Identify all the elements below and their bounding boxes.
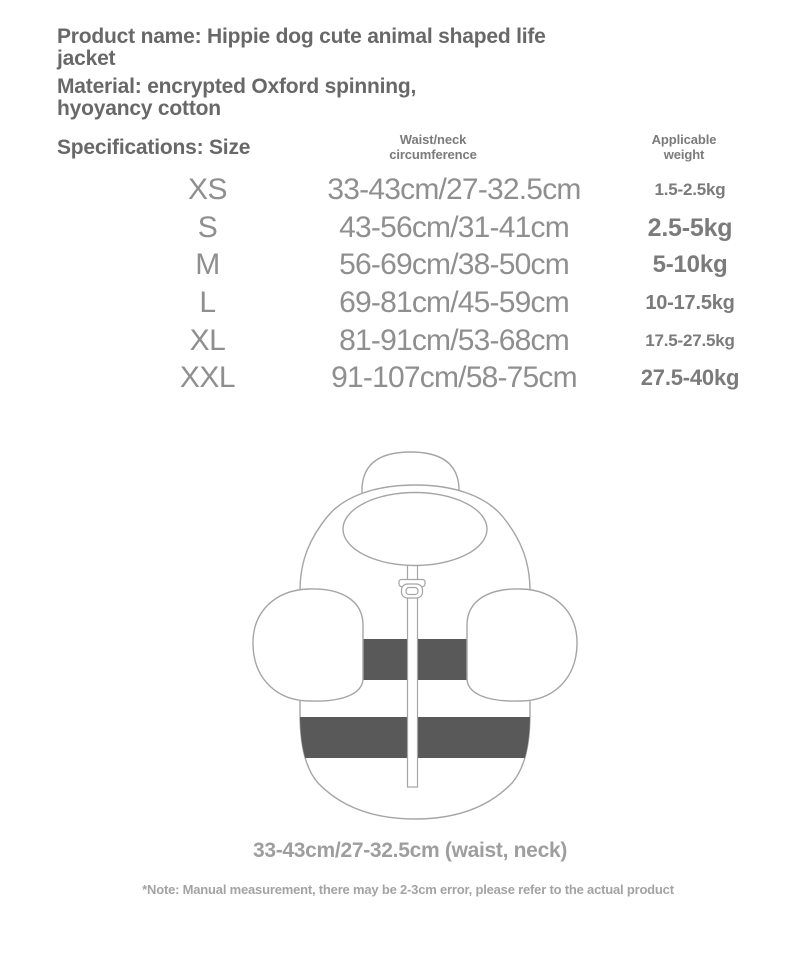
weight-cell: 5-10kg xyxy=(652,251,728,278)
size-cell: XS xyxy=(187,173,228,206)
circumference-cell: 81-91cm/53-68cm xyxy=(339,324,569,357)
life-jacket-illustration xyxy=(240,440,580,840)
strap-buckle-ring xyxy=(402,584,423,598)
circumference-cell: 43-56cm/31-41cm xyxy=(339,211,569,244)
size-table-title: Specifications: Size xyxy=(57,136,251,159)
material-text xyxy=(57,76,416,120)
weight-cell: 1.5-2.5kg xyxy=(654,180,726,199)
product-name-text xyxy=(57,26,546,70)
weight-cell: 17.5-27.5kg xyxy=(645,331,735,350)
column-header-weight-line1: Applicable xyxy=(651,132,717,147)
size-cell: M xyxy=(195,248,220,281)
circumference-cell: 33-43cm/27-32.5cm xyxy=(327,173,581,206)
product-name-line1: Product name: Hippie dog cute animal shaped life xyxy=(57,25,546,48)
column-header-circumference-line1: Waist/neck xyxy=(399,132,467,147)
size-cell: S xyxy=(197,211,218,244)
size-caption: 33-43cm/27-32.5cm (waist, neck) xyxy=(252,839,568,862)
weight-cell: 2.5-5kg xyxy=(647,214,733,242)
circumference-cell: 91-107cm/58-75cm xyxy=(331,361,577,394)
size-cell: XL xyxy=(189,324,226,357)
circumference-cell: 69-81cm/45-59cm xyxy=(339,286,569,319)
product-name-line2: jacket xyxy=(57,47,116,70)
table-row xyxy=(0,246,790,284)
weight-cell: 10-17.5kg xyxy=(645,292,735,314)
circumference-cell: 56-69cm/38-50cm xyxy=(339,248,569,281)
jacket-collar-ellipse xyxy=(343,493,487,566)
column-header-weight-line2: weight xyxy=(663,147,705,162)
table-row xyxy=(0,209,790,247)
material-line2: hyoyancy cotton xyxy=(57,97,221,120)
measurement-note: *Note: Manual measurement, there may be 2-3cm error, please refer to the actual product xyxy=(142,882,674,897)
column-header-circumference-line2: circumference xyxy=(389,147,477,162)
left-float xyxy=(253,589,363,701)
size-cell: XXL xyxy=(179,361,236,394)
column-header-weight xyxy=(594,132,774,162)
size-cell: L xyxy=(199,286,216,319)
material-line1: Material: encrypted Oxford spinning, xyxy=(57,75,417,98)
table-row xyxy=(0,322,790,360)
table-row xyxy=(0,359,790,397)
column-header-circumference xyxy=(333,132,533,162)
weight-cell: 27.5-40kg xyxy=(640,365,740,390)
right-float xyxy=(467,589,577,701)
table-row xyxy=(0,284,790,322)
table-row xyxy=(0,171,790,209)
